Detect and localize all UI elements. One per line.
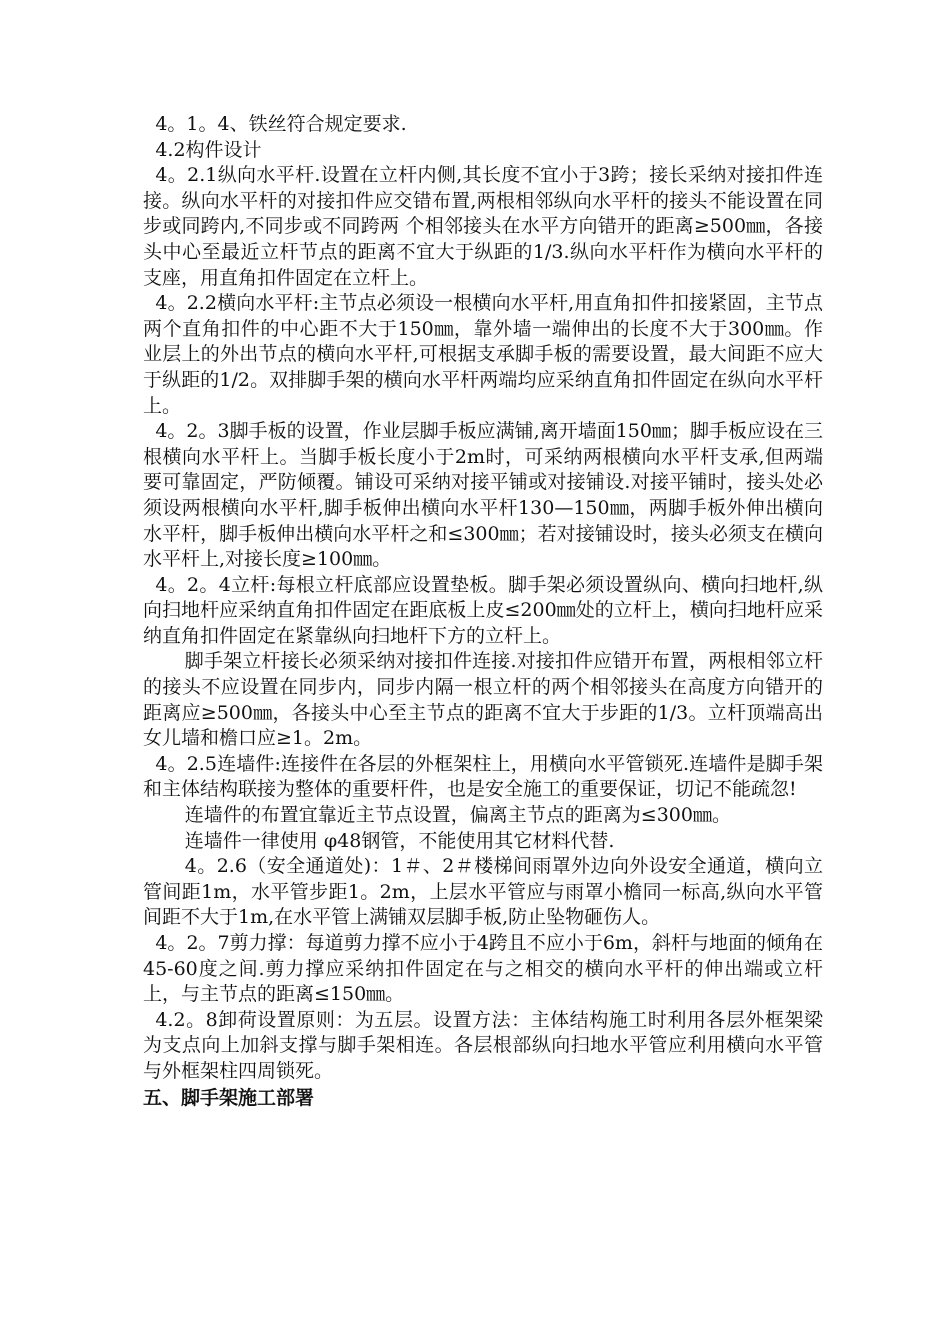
clause-4-2-8: 4.2。8卸荷设置原则：为五层。设置方法：主体结构施工时利用各层外框架梁为支点向上加斜支撑与脚手架相连。各层根部纵向扫地水平管应利用横向水平管与外框架柱四周锁死。 <box>143 1008 823 1082</box>
clause-4-2-4-continued: 脚手架立杆接长必须采纳对接扣件连接.对接扣件应错开布置，两根相邻立杆的接头不应设置在同步内，同步内隔一根立杆的两个相邻接头在高度方向错开的距离应≥500㎜，各接头中心至主节点的距离不宜大于步距的1/3。立杆顶端高出女儿墙和檐口应≥1。2m。 <box>143 650 823 750</box>
document-page <box>143 112 823 1111</box>
clause-4-2-5-material: 连墙件一律使用 φ48钢管，不能使用其它材料代替. <box>184 829 615 852</box>
clause-4-2-6: 4。2.6（安全通道处)：1＃、2＃楼梯间雨罩外边向外设安全通道，横向立管间距1m，水平管步距1。2m，上层水平管应与雨罩小檐同一标高,纵向水平管间距不大于1m,在水平管上满铺双层脚手板,防止坠物砸伤人。 <box>143 855 823 929</box>
clause-4-2-1: 4。2.1纵向水平杆.设置在立杆内侧,其长度不宜小于3跨；接长采纳对接扣件连接。纵向水平杆的对接扣件应交错布置,两根相邻纵向水平杆的接头不能设置在同步或同跨内,不同步或不同跨两 个相邻接头在水平方向错开的距离≥500㎜，各接头中心至最近立杆节点的距离不宜大于纵距的1/3.纵向水平杆作为横向水平杆的支座，用直角扣件固定在立杆上。 <box>143 164 823 289</box>
clause-4-2-title: 4.2构件设计 <box>155 138 262 161</box>
clause-4-2-2: 4。2.2横向水平杆:主节点必须设一根横向水平杆,用直角扣件扣接紧固，主节点两个直角扣件的中心距不大于150㎜，靠外墙一端伸出的长度不大于300㎜。作业层上的外出节点的横向水平杆,可根据支承脚手板的需要设置，最大间距不应大于纵距的1/2。双排脚手架的横向水平杆两端均应采纳直角扣件固定在纵向水平杆上。 <box>143 292 823 417</box>
clause-4-1-4: 4。1。4、铁丝符合规定要求. <box>155 113 407 135</box>
clause-4-2-5: 4。2.5连墙件:连接件在各层的外框架柱上，用横向水平管锁死.连墙件是脚手架和主体结构联接为整体的重要杆件，也是安全施工的重要保证，切记不能疏忽! <box>143 752 823 801</box>
clause-4-2-7: 4。2。7剪力撑：每道剪力撑不应小于4跨且不应小于6m，斜杆与地面的倾角在45-60度之间.剪力撑应采纳扣件固定在与之相交的横向水平杆的伸出端或立杆上，与主节点的距离≤150㎜。 <box>143 932 823 1006</box>
clause-4-2-4: 4。2。4立杆:每根立杆底部应设置垫板。脚手架必须设置纵向、横向扫地杆,纵向扫地杆应采纳直角扣件固定在距底板上皮≤200㎜处的立杆上，横向扫地杆应采纳直角扣件固定在紧靠纵向扫地杆下方的立杆上。 <box>143 573 823 647</box>
section-heading: 五、脚手架施工部署 <box>143 1086 315 1109</box>
clause-4-2-3: 4。2。3脚手板的设置，作业层脚手板应满铺,离开墙面150㎜；脚手板应设在三根横向水平杆上。当脚手板长度小于2m时，可采纳两根横向水平杆支承,但两端要可靠固定，严防倾覆。铺设可采纳对接平铺或对接铺设.对接平铺时，接头处必须设两根横向水平杆,脚手板伸出横向水平杆130—150㎜，两脚手板外伸出横向水平杆，脚手板伸出横向水平杆之和≤300㎜；若对接铺设时，接头必须支在横向水平杆上,对接长度≥100㎜。 <box>143 420 823 571</box>
clause-4-2-5-layout: 连墙件的布置宜靠近主节点设置，偏离主节点的距离为≤300㎜。 <box>184 804 731 827</box>
